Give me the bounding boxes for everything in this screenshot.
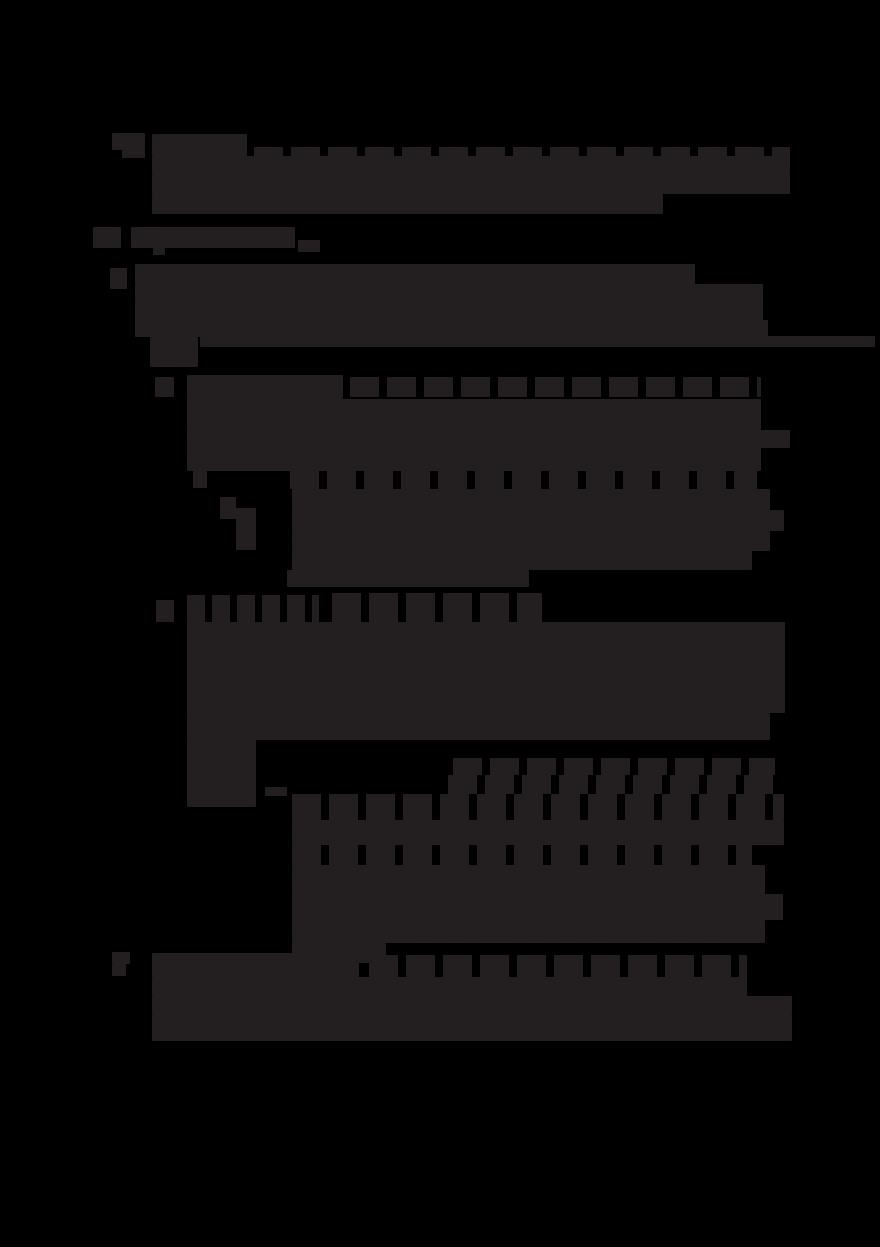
section-heading-descender [153,248,165,255]
item-b-body2 [187,713,770,740]
code-a-margin-glyph [236,508,256,550]
item-a-lastline [290,470,757,489]
item-c-line4 [152,1015,792,1041]
pilcrow-icon-tail [122,150,145,158]
code-a-margin-glyph [220,497,236,519]
code-b-line3 [292,845,752,865]
item-b-left-column [187,740,256,807]
code-b-line2 [292,820,784,845]
code-a-line1 [292,489,770,510]
item-c-marker [112,952,130,964]
item-b-cont-line1 [453,758,775,775]
code-a-line5 [287,570,529,587]
item-c-line2 [152,977,747,996]
section-heading-title [131,227,295,248]
para2-line1 [135,264,695,284]
para2-lastword [150,337,198,367]
item-b-small-word [265,787,287,796]
code-b-line5 [292,894,783,920]
item-a-body3 [187,448,761,471]
code-b-line4 [292,865,765,894]
item-b-line1 [332,593,542,622]
item-a-body2 [187,430,790,448]
section-heading-tail [298,240,320,252]
item-c-line3 [152,996,792,1015]
para1-line3 [152,175,790,194]
code-a-line4 [292,551,752,570]
item-a-bold-lead [187,375,343,399]
code-b-line6 [292,920,765,943]
item-c-line1 [369,955,747,977]
item-a-line1 [350,377,761,397]
item-c-marker-tail [112,964,126,976]
code-b-line1 [292,794,784,820]
item-b-bold-lead [187,595,319,622]
pilcrow-icon [110,268,127,289]
section-heading-number [93,227,121,248]
item-a-lastword [193,471,207,488]
list-item-b-label [156,600,174,622]
para2-line2 [135,284,763,302]
para1-line2 [152,156,790,175]
para2-line4 [135,320,768,337]
list-item-a-label [155,377,174,397]
code-a-line3 [292,531,770,551]
code-a-line2 [292,510,784,531]
item-b-cont-line2 [448,775,775,794]
item-b-body1 [187,622,785,713]
para1-line4 [152,194,663,214]
pilcrow-icon [112,133,145,150]
item-a-body1 [187,399,761,430]
para1-bold-lead [152,134,247,156]
para2-rule-strip [200,336,875,347]
para2-line3 [135,302,763,320]
item-c-bold-lead [152,953,359,977]
